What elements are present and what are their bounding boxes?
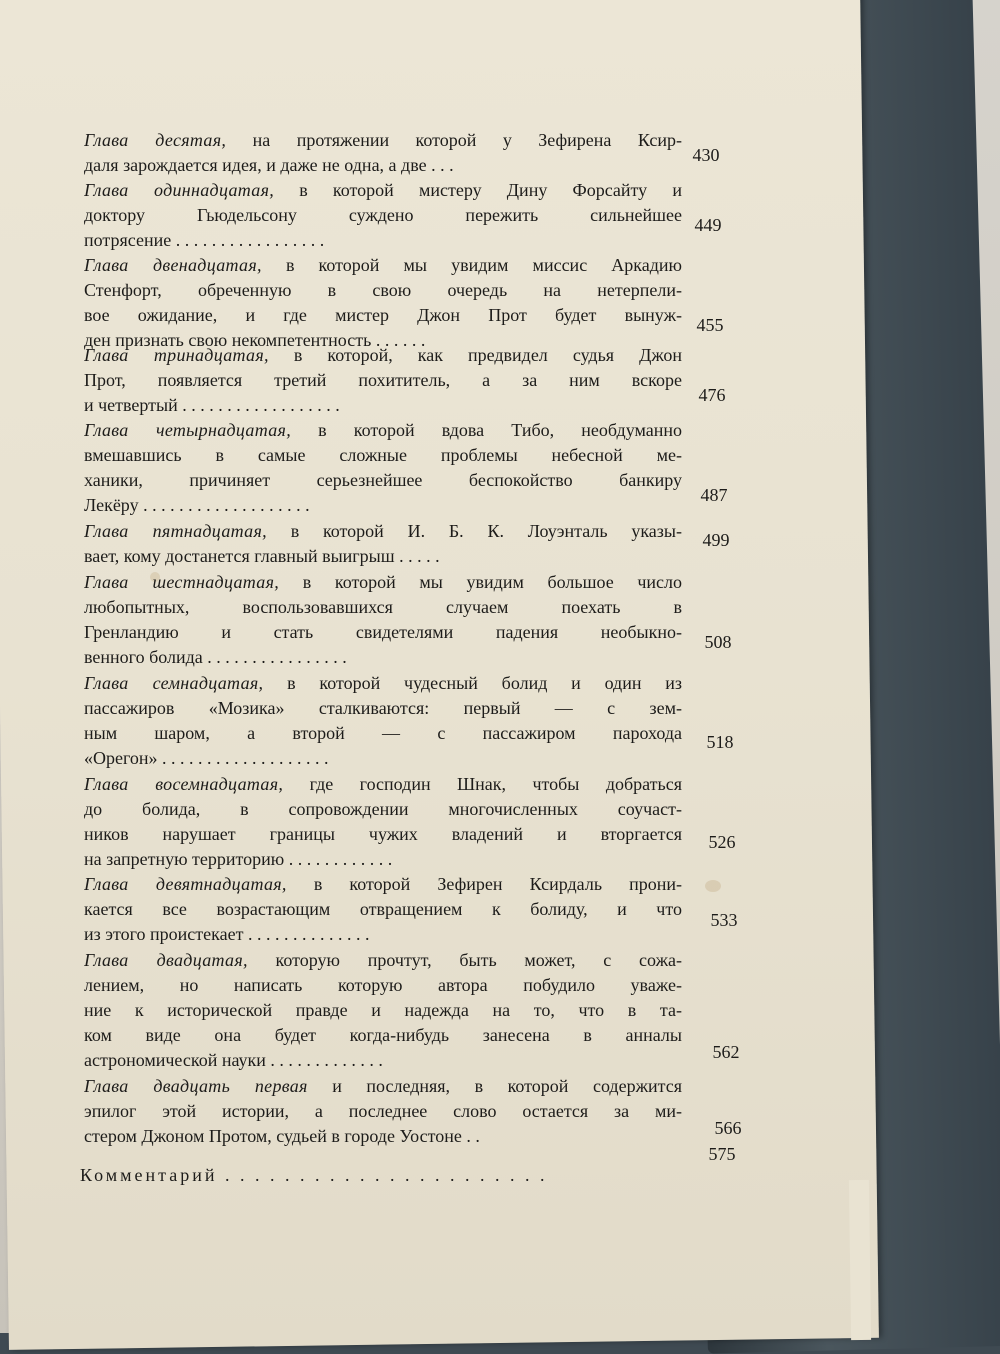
- toc-entry-line: [84, 368, 682, 393]
- toc-page-number: 455: [696, 315, 724, 335]
- line-text: где господин Шнак, чтобы добраться: [309, 774, 682, 794]
- toc-entry-line: [84, 822, 682, 847]
- toc-entry: [84, 418, 754, 518]
- toc-page-number: 526: [708, 832, 736, 852]
- toc-entry: [84, 1074, 754, 1149]
- toc-page-number: 487: [700, 485, 728, 505]
- toc-page-number: 508: [704, 632, 732, 652]
- toc-entry: [84, 343, 754, 418]
- toc-entry-text: [84, 772, 682, 872]
- line-text: которую прочтут, быть может, с сожа-: [275, 950, 682, 970]
- toc-entry-line: [84, 595, 682, 620]
- chapter-title: Глава одиннадцатая,: [84, 180, 275, 200]
- line-text: Стенфорт, обреченную в свою очередь на нетерпели-: [84, 280, 682, 300]
- line-text: кается все возрастающим отвращением к болиду, и что: [84, 899, 682, 919]
- toc-entry-line: [84, 253, 682, 278]
- toc-entry: [84, 178, 754, 253]
- toc-entry-line: [84, 303, 682, 328]
- line-text: в которой чудесный болид и один из: [287, 673, 682, 693]
- line-text: в которой мы увидим большое число: [302, 572, 682, 592]
- chapter-title: Глава четырнадцатая,: [84, 420, 292, 440]
- toc-page-number: 499: [702, 530, 730, 550]
- line-text: в которой вдова Тибо, необдуманно: [318, 420, 682, 440]
- line-text: вмешавшись в самые сложные проблемы небесной ме-: [84, 445, 682, 465]
- toc-entry-text: [84, 253, 682, 353]
- toc-entry-line: [84, 544, 682, 569]
- line-text: эпилог этой истории, а последнее слово остается за ми-: [84, 1101, 682, 1121]
- toc-entry-line: [84, 872, 682, 897]
- toc-entry: [84, 570, 754, 670]
- toc-entry-line: [84, 393, 682, 418]
- toc-entry-text: [84, 519, 682, 569]
- line-text: до болида, в сопровождении многочисленных соучаст-: [84, 799, 682, 819]
- line-text: ние к исторической правде и надежда на то, что в та-: [84, 1000, 682, 1020]
- toc-page-number: 533: [710, 910, 738, 930]
- line-text: из этого проистекает . . . . . . . . . . . . . .: [84, 924, 370, 944]
- toc-entry-line: [84, 772, 682, 797]
- line-text: «Орегон» . . . . . . . . . . . . . . . . . . .: [84, 748, 329, 768]
- line-text: пассажиров «Мозика» сталкиваются: первый — с зем-: [84, 698, 682, 718]
- line-text: в которой мистеру Дину Форсайту и: [299, 180, 682, 200]
- toc-entry: [84, 948, 754, 1073]
- toc-page-number: 430: [692, 145, 720, 165]
- toc-page-number: 518: [706, 732, 734, 752]
- toc-entry-line: [84, 1074, 682, 1099]
- line-text: в которой И. Б. К. Лоуэнталь указы-: [290, 521, 682, 541]
- toc-entry-line: [84, 721, 682, 746]
- line-text: в которой мы увидим миссис Аркадию: [285, 255, 682, 275]
- toc-entry-line: [84, 671, 682, 696]
- toc-entry-text: [84, 671, 682, 771]
- toc-entry-text: [84, 128, 682, 178]
- toc-entry-text: [84, 948, 682, 1073]
- line-text: и четвертый . . . . . . . . . . . . . . . . . .: [84, 395, 340, 415]
- line-text: в которой Зефирен Ксирдаль прони-: [313, 874, 682, 894]
- toc-entry-line: [84, 468, 682, 493]
- line-text: ком виде она будет когда-нибудь занесена в анналы: [84, 1025, 682, 1045]
- line-text: вает, кому достанется главный выигрыш . . . . .: [84, 546, 440, 566]
- line-text: ников нарушает границы чужих владений и вторгается: [84, 824, 682, 844]
- toc-entry-text: [84, 872, 682, 947]
- toc-page-number: 449: [694, 215, 722, 235]
- toc-page-number: 476: [698, 385, 726, 405]
- toc-entry: [84, 519, 754, 569]
- chapter-title: Глава восемнадцатая,: [84, 774, 284, 794]
- line-text: на запретную территорию . . . . . . . . . . . .: [84, 849, 393, 869]
- line-text: стером Джоном Протом, судьей в городе Уостоне . .: [84, 1126, 480, 1146]
- toc-entry-line: [84, 746, 682, 771]
- toc-entry-line: [84, 443, 682, 468]
- commentary-label: Комментарий . . . . . . . . . . . . . . . . . . . . . .: [80, 1165, 548, 1185]
- toc-entry-line: [84, 153, 682, 178]
- toc-entry-line: [84, 570, 682, 595]
- toc-entry-line: [84, 493, 682, 518]
- line-text: ным шаром, а второй — с пассажиром парохода: [84, 723, 682, 743]
- toc-entry-line: [84, 418, 682, 443]
- toc-entry-line: [84, 128, 682, 153]
- toc-entry-line: [84, 897, 682, 922]
- toc-entry-line: [84, 228, 682, 253]
- toc-entry-text: [84, 1074, 682, 1149]
- toc-entry: [84, 253, 754, 353]
- chapter-title: Глава шестнадцатая,: [84, 572, 280, 592]
- chapter-title: Глава двадцать первая: [84, 1076, 308, 1096]
- toc-entry-line: [84, 922, 682, 947]
- toc-entry-text: [84, 570, 682, 670]
- line-text: ден признать свою некомпетентность . . . . . .: [84, 330, 426, 350]
- toc-entry-line: [84, 998, 682, 1023]
- toc-entry-line: [84, 1099, 682, 1124]
- toc-entry: [84, 872, 754, 947]
- toc-entry-line: [84, 797, 682, 822]
- line-text: Прот, появляется третий похититель, а за ним вскоре: [84, 370, 682, 390]
- line-text: потрясение . . . . . . . . . . . . . . . . .: [84, 230, 325, 250]
- toc-entry: [84, 128, 754, 178]
- toc-entry-line: [84, 178, 682, 203]
- chapter-title: Глава семнадцатая,: [84, 673, 264, 693]
- toc-entry-line: [84, 1023, 682, 1048]
- commentary-entry: [80, 1165, 548, 1186]
- line-text: на протяжении которой у Зефирена Ксир-: [252, 130, 682, 150]
- commentary-page-number: 575: [708, 1144, 736, 1164]
- toc-entry-line: [84, 645, 682, 670]
- toc-entry-line: [84, 343, 682, 368]
- toc-entry-line: [84, 1048, 682, 1073]
- line-text: и последняя, в которой содержится: [332, 1076, 682, 1096]
- chapter-title: Глава десятая,: [84, 130, 227, 150]
- chapter-title: Глава двадцатая,: [84, 950, 248, 970]
- line-text: Лекёру . . . . . . . . . . . . . . . . . . .: [84, 495, 310, 515]
- toc-entry-line: [84, 847, 682, 872]
- line-text: вое ожидание, и где мистер Джон Прот будет вынуж-: [84, 305, 682, 325]
- toc-entry-line: [84, 1124, 682, 1149]
- line-text: доктору Гьюдельсону суждено пережить сильнейшее: [84, 205, 682, 225]
- toc-page-number: 562: [712, 1042, 740, 1062]
- toc-page-number: 566: [714, 1118, 742, 1138]
- chapter-title: Глава двенадцатая,: [84, 255, 262, 275]
- chapter-title: Глава тринадцатая,: [84, 345, 269, 365]
- toc-entry-text: [84, 418, 682, 518]
- line-text: астрономической науки . . . . . . . . . . . . .: [84, 1050, 383, 1070]
- toc-entry-text: [84, 343, 682, 418]
- chapter-title: Глава пятнадцатая,: [84, 521, 267, 541]
- line-text: даля зарождается идея, и даже не одна, а две . . .: [84, 155, 454, 175]
- toc-entry-line: [84, 278, 682, 303]
- toc-entry-line: [84, 973, 682, 998]
- toc-entry-line: [84, 948, 682, 973]
- toc-entry-line: [84, 519, 682, 544]
- line-text: Гренландию и стать свидетелями падения необыкно-: [84, 622, 682, 642]
- toc-entry-text: [84, 178, 682, 253]
- toc-entry-line: [84, 620, 682, 645]
- toc-entry: [84, 671, 754, 771]
- toc-entry-line: [84, 203, 682, 228]
- chapter-title: Глава девятнадцатая,: [84, 874, 287, 894]
- line-text: в которой, как предвидел судья Джон: [293, 345, 682, 365]
- line-text: ханики, причиняет серьезнейшее беспокойство банкиру: [84, 470, 682, 490]
- toc-entry: [84, 772, 754, 872]
- line-text: венного болида . . . . . . . . . . . . . . . .: [84, 647, 347, 667]
- line-text: любопытных, воспользовавшихся случаем поехать в: [84, 597, 682, 617]
- toc-entry-line: [84, 696, 682, 721]
- line-text: лением, но написать которую автора побудило уваже-: [84, 975, 682, 995]
